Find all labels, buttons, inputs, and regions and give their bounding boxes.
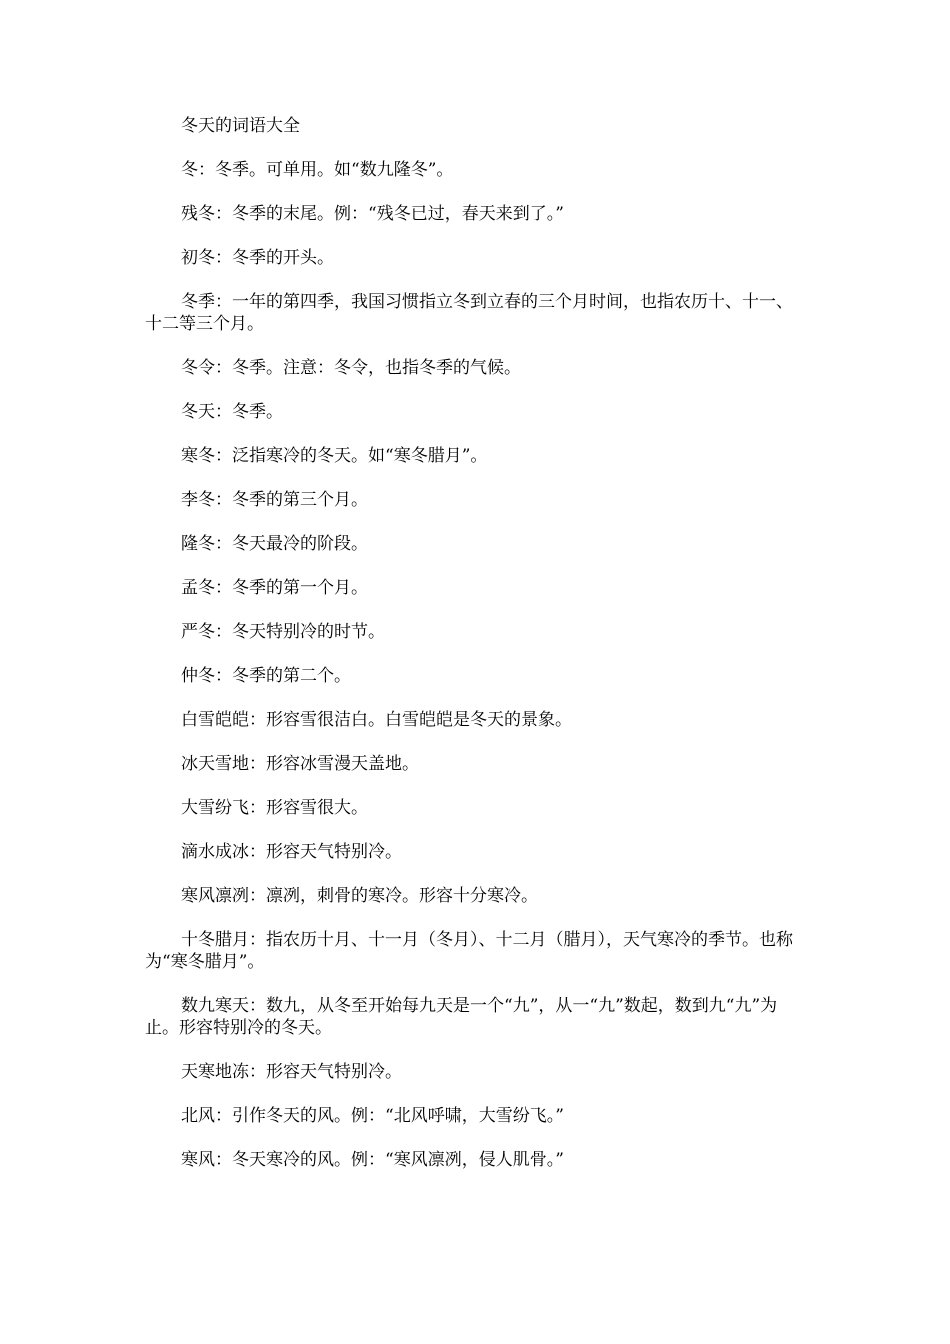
paragraph: 寒风凛冽：凛冽，刺骨的寒冷。形容十分寒冷。 bbox=[181, 886, 538, 906]
paragraph: 数九寒天：数九，从冬至开始每九天是一个“九”，从一“九”数起，数到九“九”为止。形容特别冷的冬天。 bbox=[145, 996, 778, 1038]
document-body bbox=[145, 115, 805, 1193]
paragraph: 冬令：冬季。注意：冬令，也指冬季的气候。 bbox=[181, 358, 521, 378]
paragraph: 初冬：冬季的开头。 bbox=[181, 248, 334, 268]
paragraph: 冬季：一年的第四季，我国习惯指立冬到立春的三个月时间，也指农历十、十一、十二等三个月。 bbox=[145, 292, 793, 334]
paragraph: 孟冬：冬季的第一个月。 bbox=[181, 578, 368, 598]
paragraph: 冰天雪地：形容冰雪漫天盖地。 bbox=[181, 754, 419, 774]
paragraph: 滴水成冰：形容天气特别冷。 bbox=[181, 842, 402, 862]
paragraph: 北风：引作冬天的风。例：“北风呼啸，大雪纷飞。” bbox=[181, 1106, 564, 1126]
paragraph: 残冬：冬季的末尾。例：“残冬已过，春天来到了。” bbox=[181, 204, 564, 224]
paragraph: 十冬腊月：指农历十月、十一月（冬月）、十二月（腊月），天气寒冷的季节。也称为“寒冬腊月”。 bbox=[145, 930, 793, 972]
paragraph: 隆冬：冬天最冷的阶段。 bbox=[181, 534, 368, 554]
paragraph: 严冬：冬天特别冷的时节。 bbox=[181, 622, 385, 642]
paragraph: 李冬：冬季的第三个月。 bbox=[181, 490, 368, 510]
paragraph: 仲冬：冬季的第二个。 bbox=[181, 666, 351, 686]
paragraph: 寒冬：泛指寒冷的冬天。如“寒冬腊月”。 bbox=[181, 446, 488, 466]
paragraph: 冬：冬季。可单用。如“数九隆冬”。 bbox=[181, 160, 454, 180]
paragraph: 寒风：冬天寒冷的风。例：“寒风凛冽，侵人肌骨。” bbox=[181, 1150, 564, 1170]
paragraph: 天寒地冻：形容天气特别冷。 bbox=[181, 1062, 402, 1082]
paragraph: 冬天：冬季。 bbox=[181, 402, 283, 422]
paragraph: 大雪纷飞：形容雪很大。 bbox=[181, 798, 368, 818]
document-title: 冬天的词语大全 bbox=[181, 116, 300, 136]
paragraph: 白雪皑皑：形容雪很洁白。白雪皑皑是冬天的景象。 bbox=[181, 710, 572, 730]
